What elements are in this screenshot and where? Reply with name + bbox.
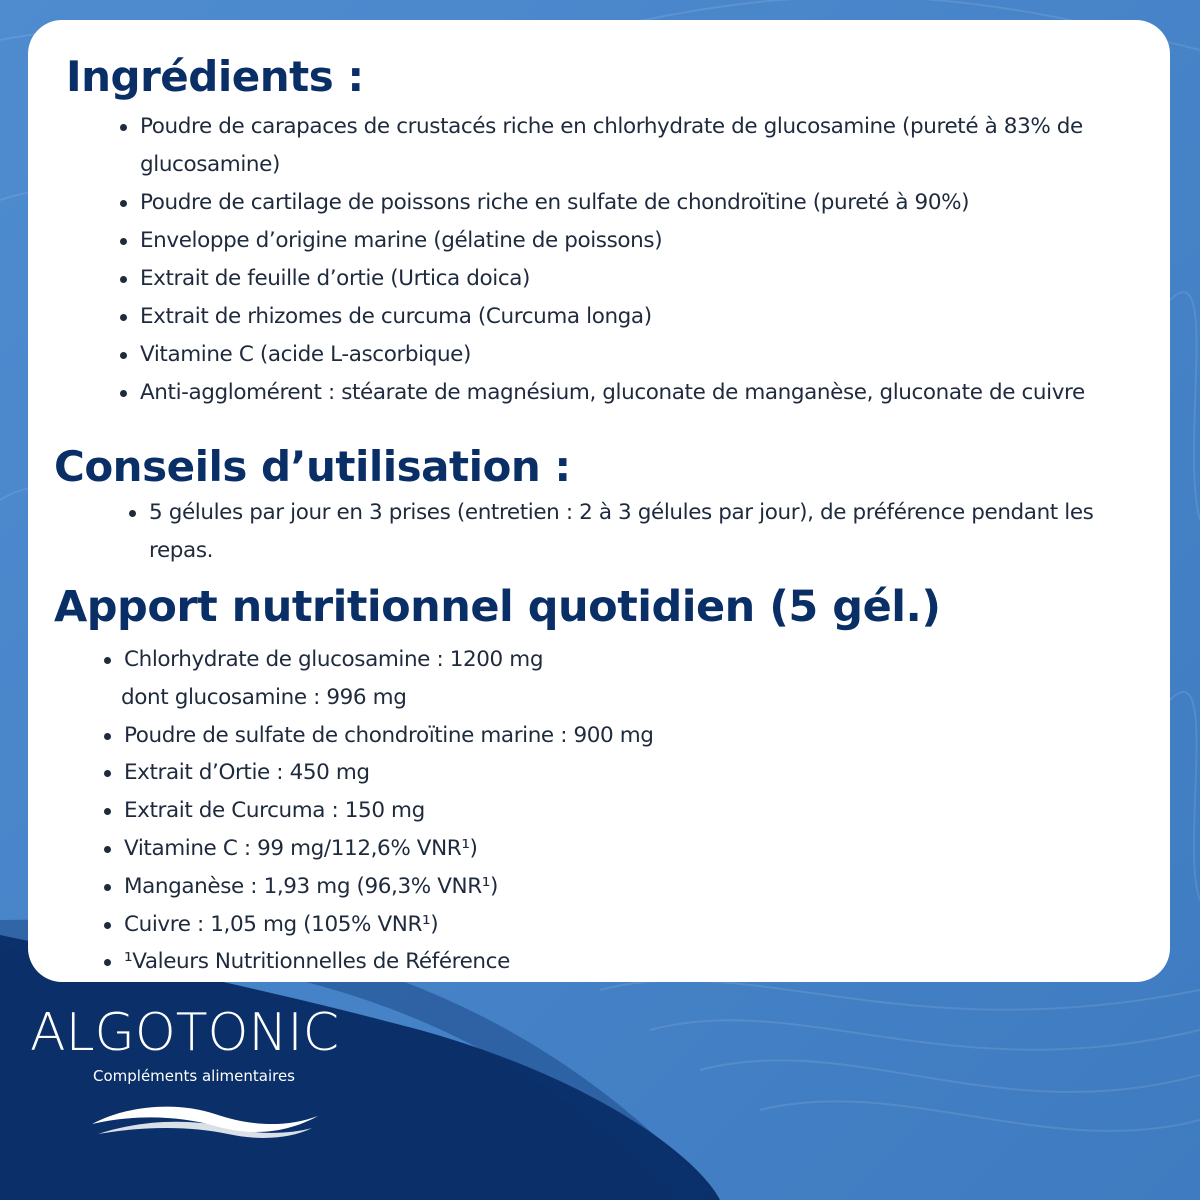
list-item: Extrait de rhizomes de curcuma (Curcuma longa)	[140, 298, 1140, 336]
bullet-icon	[120, 124, 127, 131]
conseils-heading: Conseils d’utilisation :	[54, 442, 571, 491]
list-item: Extrait de feuille d’ortie (Urtica doica)	[140, 260, 1140, 298]
list-item: Vitamine C : 99 mg/112,6% VNR¹)	[124, 830, 1124, 868]
bullet-icon	[104, 884, 111, 891]
list-item: Poudre de cartilage de poissons riche en sulfate de chondroïtine (pureté à 90%)	[140, 184, 1140, 222]
list-item: Chlorhydrate de glucosamine : 1200 mg dont glucosamine : 996 mg	[124, 641, 1124, 717]
brand-tagline: Compléments alimentaires	[93, 1067, 295, 1085]
conseils-list	[149, 494, 1139, 570]
bullet-icon	[104, 770, 111, 777]
bullet-icon	[120, 390, 127, 397]
bullet-icon	[104, 846, 111, 853]
brand-logo-text: ALGOTONIC	[30, 1003, 340, 1063]
list-item: ¹Valeurs Nutritionnelles de Référence	[124, 943, 1124, 981]
list-item: 5 gélules par jour en 3 prises (entretien : 2 à 3 gélules par jour), de préférence pendant les repas.	[149, 494, 1139, 570]
list-item: Extrait d’Ortie : 450 mg	[124, 754, 1124, 792]
list-subitem: dont glucosamine : 996 mg	[121, 684, 407, 710]
apport-list	[121, 641, 1124, 981]
list-item: Poudre de carapaces de crustacés riche en chlorhydrate de glucosamine (pureté à 83% de glucosamine)	[140, 108, 1140, 184]
list-item: Vitamine C (acide L-ascorbique)	[140, 336, 1140, 374]
bullet-icon	[104, 922, 111, 929]
bullet-icon	[120, 276, 127, 283]
bullet-icon	[120, 314, 127, 321]
bullet-icon	[104, 959, 111, 966]
list-item: Cuivre : 1,05 mg (105% VNR¹)	[124, 906, 1124, 944]
list-item: Manganèse : 1,93 mg (96,3% VNR¹)	[124, 868, 1124, 906]
list-item: Enveloppe d’origine marine (gélatine de poissons)	[140, 222, 1140, 260]
list-item: Extrait de Curcuma : 150 mg	[124, 792, 1124, 830]
list-item: Anti-agglomérent : stéarate de magnésium, gluconate de manganèse, gluconate de cuivre	[140, 374, 1140, 412]
bullet-icon	[120, 352, 127, 359]
bullet-icon	[120, 238, 127, 245]
bullet-icon	[120, 200, 127, 207]
bullet-icon	[104, 657, 111, 664]
ingredients-list	[140, 108, 1140, 412]
bullet-icon	[129, 510, 136, 517]
bullet-icon	[104, 808, 111, 815]
wave-icon	[90, 1098, 320, 1138]
list-item: Poudre de sulfate de chondroïtine marine : 900 mg	[124, 717, 1124, 755]
ingredients-heading: Ingrédients :	[66, 52, 364, 101]
bullet-icon	[104, 733, 111, 740]
apport-heading: Apport nutritionnel quotidien (5 gél.)	[54, 582, 941, 632]
